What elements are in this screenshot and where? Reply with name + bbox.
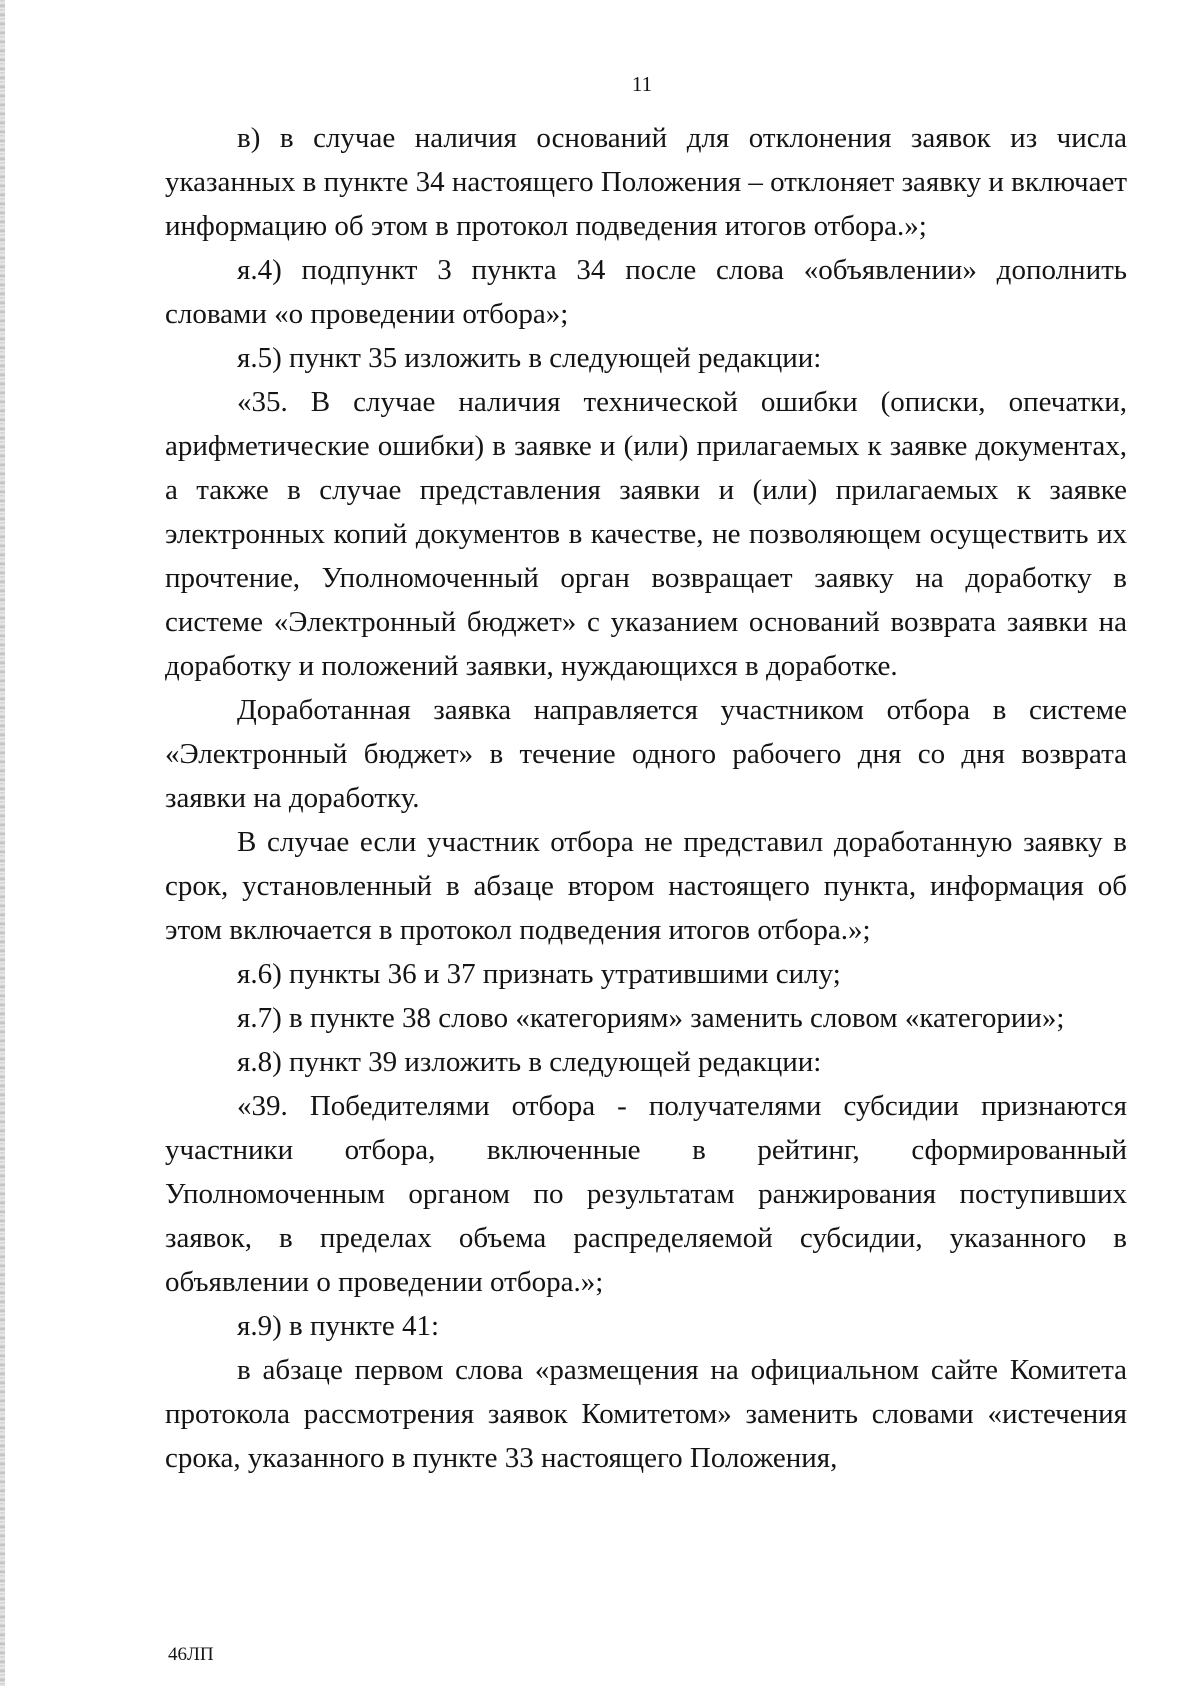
paragraph-ya5: я.5) пункт 35 изложить в следующей редакции: (237, 342, 822, 374)
paragraph-ya8: я.8) пункт 39 изложить в следующей редакции: (237, 1046, 822, 1078)
document-body (165, 116, 1127, 1480)
paragraph-v-rejection: в) в случае наличия оснований для отклонения заявок из числа указанных в пункте 34 настоящего Положения – отклоняет заявку и включает информацию об этом в протокол подведения итогов отбора.»; (165, 122, 1127, 242)
paragraph-ya9: я.9) в пункте 41: (237, 1310, 440, 1342)
paragraph-no-revision: В случае если участник отбора не представил доработанную заявку в срок, установленный в абзаце втором настоящего пункта, информация об этом включается в протокол подведения итогов отбора.»; (165, 826, 1127, 946)
paragraph-point-35: «35. В случае наличия технической ошибки (описки, опечатки, арифметические ошибки) в заявке и (или) прилагаемых к заявке документах, а также в случае представления заявки и (или) прилагаемых к заявке электронных копий документов в качестве, не позволяющем осуществить их прочтение, Уполномоченный орган возвращает заявку на доработку в системе «Электронный бюджет» с указанием оснований возврата заявки на доработку и положений заявки, нуждающихся в доработке. (165, 386, 1127, 682)
paragraph-point-41-first-abzac: в абзаце первом слова «размещения на официальном сайте Комитета протокола рассмотрения заявок Комитетом» заменить словами «истечения срока, указанного в пункте 33 настоящего Положения, (165, 1354, 1127, 1474)
document-code: 46ЛП (168, 1644, 214, 1665)
paragraph-point-39: «39. Победителями отбора - получателями субсидии признаются участники отбора, включенные в рейтинг, сформированный Уполномоченным органом по результатам ранжирования поступивших заявок, в пределах объема распределяемой субсидии, указанного в объявлении о проведении отбора.»; (165, 1090, 1127, 1298)
paragraph-ya4: я.4) подпункт 3 пункта 34 после слова «объявлении» дополнить словами «о проведении отбора»; (165, 254, 1127, 330)
paragraph-ya6: я.6) пункты 36 и 37 признать утратившими силу; (237, 958, 841, 990)
paragraph-ya7: я.7) в пункте 38 слово «категориям» заменить словом «категории»; (237, 1002, 1065, 1034)
page-number: 11 (631, 72, 653, 96)
scan-edge (0, 0, 5, 1686)
paragraph-revised-application: Доработанная заявка направляется участником отбора в системе «Электронный бюджет» в течение одного рабочего дня со дня возврата заявки на доработку. (165, 694, 1127, 814)
